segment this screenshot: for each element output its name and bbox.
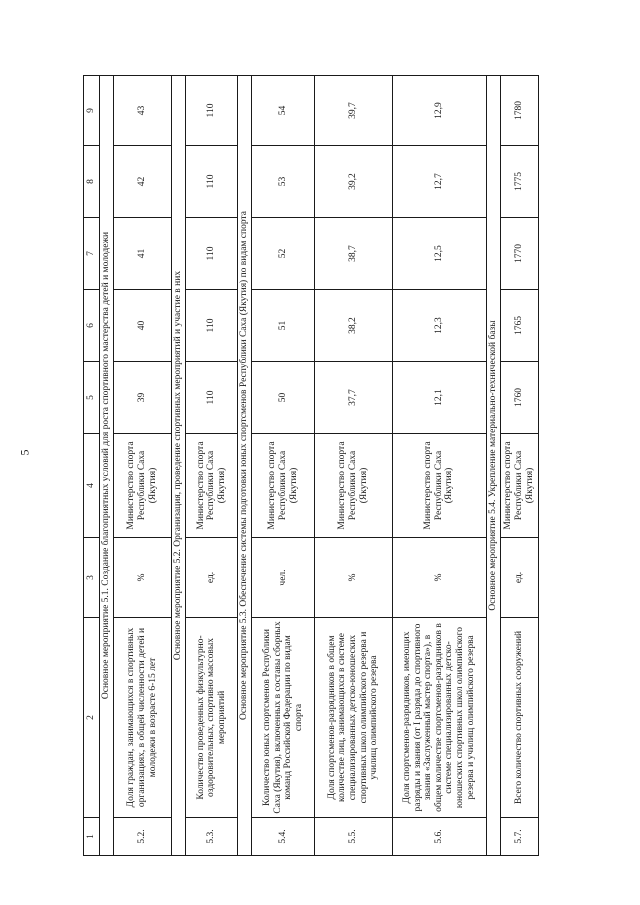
value-cell: 42	[113, 146, 171, 218]
section-row	[99, 76, 113, 856]
responsible-org: Министерство спорта Республики Саха (Якутия)	[185, 434, 237, 538]
section-title: Основное мероприятие 5.4. Укрепление материально-технической базы	[486, 76, 500, 856]
header-row	[84, 76, 100, 856]
value-cell: 110	[185, 218, 237, 290]
value-cell: 110	[185, 146, 237, 218]
row-number: 5.2.	[113, 818, 171, 856]
value-cell: 12,5	[392, 218, 486, 290]
section-row	[486, 76, 500, 856]
responsible-org: Министерство спорта Республики Саха (Якутия)	[113, 434, 171, 538]
section-row	[171, 76, 185, 856]
page-number: 5	[17, 449, 32, 456]
indicator-name: Количество юных спортсменов Республики Саха (Якутия), включенных в составы сборных команд Российской Федерации по видам спорта	[252, 618, 315, 818]
section-row	[238, 76, 252, 856]
unit-cell: ед.	[500, 538, 538, 618]
value-cell: 110	[185, 290, 237, 362]
indicator-name: Количество проведенных физкультурно-оздоровительных, спортивно массовых мероприятий	[185, 618, 237, 818]
section-title: Основное мероприятие 5.2. Организация, проведение спортивных мероприятий и участие в них	[171, 76, 185, 856]
row-number: 5.6.	[392, 818, 486, 856]
indicator-name: Доля спортсменов-разрядников в общем количестве лиц, занимающихся в системе специализированных детско-юношеских спортивных школ олимпийского резерва и училищ олимпийского резерва	[315, 618, 392, 818]
indicator-name: Всего количество спортивных сооружений	[500, 618, 538, 818]
row-number: 5.4.	[252, 818, 315, 856]
rotated-table-container	[83, 76, 539, 856]
value-cell: 1760	[500, 362, 538, 434]
indicator-name: Доля граждан, занимающихся в спортивных организациях, в общей численности детей и молодежи в возрасте 6-15 лет	[113, 618, 171, 818]
value-cell: 53	[252, 146, 315, 218]
value-cell: 39,2	[315, 146, 392, 218]
column-header: 2	[84, 618, 100, 818]
value-cell: 40	[113, 290, 171, 362]
value-cell: 12,7	[392, 146, 486, 218]
value-cell: 51	[252, 290, 315, 362]
value-cell: 41	[113, 218, 171, 290]
value-cell: 38,2	[315, 290, 392, 362]
unit-cell: ед.	[185, 538, 237, 618]
unit-cell: %	[315, 538, 392, 618]
responsible-org: Министерство спорта Республики Саха (Якутия)	[315, 434, 392, 538]
column-header: 7	[84, 218, 100, 290]
value-cell: 1765	[500, 290, 538, 362]
indicator-name: Доля спортсменов-разрядников, имеющих разряды и звания (от I разряда до спортивного звания «Заслуженный мастер спорта»), в общем количестве спортсменов-разрядников в системе специализированных детско-юношеских спортивных школ олимпийского резерва и училищ олимпийского резерва	[392, 618, 486, 818]
value-cell: 39,7	[315, 76, 392, 146]
value-cell: 110	[185, 76, 237, 146]
table-row	[500, 76, 538, 856]
table-row	[315, 76, 392, 856]
table-row	[113, 76, 171, 856]
column-header: 1	[84, 818, 100, 856]
value-cell: 1775	[500, 146, 538, 218]
column-header: 6	[84, 290, 100, 362]
responsible-org: Министерство спорта Республики Саха (Якутия)	[392, 434, 486, 538]
unit-cell: чел.	[252, 538, 315, 618]
value-cell: 54	[252, 76, 315, 146]
value-cell: 37,7	[315, 362, 392, 434]
row-number: 5.5.	[315, 818, 392, 856]
column-header: 8	[84, 146, 100, 218]
value-cell: 50	[252, 362, 315, 434]
value-cell: 52	[252, 218, 315, 290]
value-cell: 12,9	[392, 76, 486, 146]
value-cell: 43	[113, 76, 171, 146]
unit-cell: %	[113, 538, 171, 618]
section-title: Основное мероприятие 5.1. Создание благоприятных условий для роста спортивного мастерства детей и молодежи	[99, 76, 113, 856]
row-number: 5.7.	[500, 818, 538, 856]
value-cell: 1780	[500, 76, 538, 146]
table-row	[185, 76, 237, 856]
row-number: 5.3.	[185, 818, 237, 856]
responsible-org: Министерство спорта Республики Саха (Якутия)	[500, 434, 538, 538]
value-cell: 1770	[500, 218, 538, 290]
table-row	[392, 76, 486, 856]
column-header: 4	[84, 434, 100, 538]
column-header: 3	[84, 538, 100, 618]
indicators-table	[83, 75, 539, 856]
value-cell: 110	[185, 362, 237, 434]
section-title: Основное мероприятие 5.3. Обеспечение системы подготовки юных спортсменов Республики Саха (Якутия) по видам спорта	[238, 76, 252, 856]
table-row	[252, 76, 315, 856]
column-header: 9	[84, 76, 100, 146]
value-cell: 12,3	[392, 290, 486, 362]
unit-cell: %	[392, 538, 486, 618]
responsible-org: Министерство спорта Республики Саха (Якутия)	[252, 434, 315, 538]
value-cell: 12,1	[392, 362, 486, 434]
column-header: 5	[84, 362, 100, 434]
value-cell: 38,7	[315, 218, 392, 290]
value-cell: 39	[113, 362, 171, 434]
